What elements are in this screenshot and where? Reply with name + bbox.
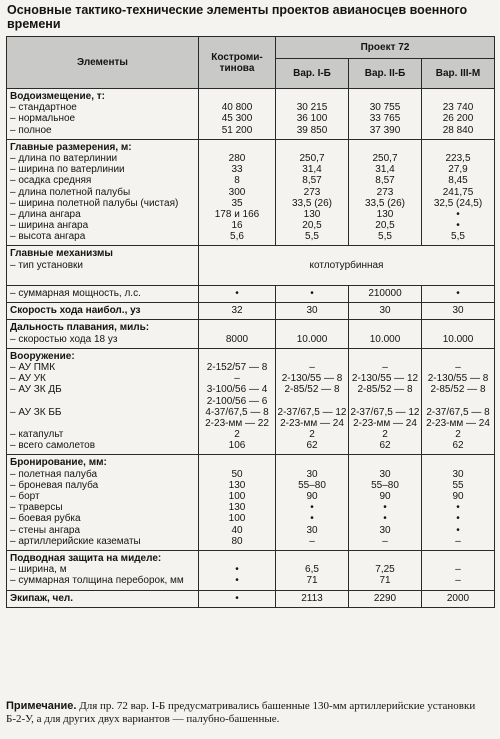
cell-a — [276, 89, 349, 140]
value-k: 16 — [231, 220, 243, 232]
value-k: 130 — [228, 502, 246, 514]
value-k: 40 800 — [221, 102, 253, 114]
value-k: 178 и 166 — [214, 208, 260, 220]
value-c: 26 200 — [442, 113, 474, 125]
row-label: – всего самолетов — [10, 440, 96, 452]
row-label: Экипаж, чел. — [10, 592, 74, 604]
value-k: 2-100/56 — 6 — [206, 395, 268, 407]
cell-c — [422, 89, 495, 140]
value-a — [276, 457, 348, 468]
value-a: 2 — [309, 429, 315, 441]
value-a: 90 — [306, 491, 318, 502]
value-k: 2-23-мм — 22 — [205, 417, 269, 429]
value-k — [199, 351, 275, 362]
value-a: 130 — [303, 208, 321, 220]
value-k — [199, 91, 275, 102]
row-label: – ширина полетной палубы (чистая) — [10, 197, 179, 209]
cell-c — [422, 320, 495, 348]
value-k — [199, 142, 275, 153]
value-c: 5,5 — [451, 231, 465, 243]
row-label: – артиллерийские казематы — [10, 535, 141, 547]
value-b: 8,57 — [375, 175, 395, 187]
row-label: – нормальное — [10, 113, 76, 125]
cell-c — [422, 286, 495, 303]
value-k: 2 — [234, 429, 240, 441]
table-row — [7, 348, 495, 455]
value-b: 30 — [379, 305, 391, 317]
value-a: 2-130/55 — 8 — [281, 373, 343, 385]
row-label: – суммарная толщина переборок, мм — [10, 575, 184, 587]
value-c: 241,75 — [442, 186, 474, 198]
value-c: 30 — [452, 305, 464, 317]
value-k: • — [235, 288, 239, 299]
value-a: 8,57 — [302, 175, 322, 187]
value-k: 130 — [228, 479, 246, 491]
value-c: – — [455, 361, 461, 373]
row-label: Бронирование, мм: — [10, 457, 107, 469]
value-a: 36 100 — [296, 113, 328, 125]
value-a: • — [310, 513, 314, 525]
cell-label — [7, 89, 199, 140]
cell-label — [7, 303, 199, 320]
value-k: 32 — [231, 305, 243, 317]
cell-k — [199, 320, 276, 348]
value-a: 6,5 — [305, 564, 319, 576]
value-c: 2000 — [446, 592, 470, 604]
table-row — [7, 139, 495, 246]
value-c: 223,5 — [445, 152, 471, 164]
table-title: Основные тактико-технические элементы проектов авианосцев военного времени — [7, 3, 468, 31]
header-variant-3m: Вар. III-М — [422, 59, 495, 89]
value-k: • — [235, 592, 239, 604]
value-k — [199, 322, 275, 333]
cell-a — [276, 320, 349, 348]
cell-c — [422, 590, 495, 607]
value-k: – — [234, 373, 240, 385]
cell-k — [199, 303, 276, 320]
row-label: – осадка средняя — [10, 175, 92, 187]
value-a: 33,5 (26) — [291, 197, 333, 209]
value-b: • — [383, 513, 387, 525]
cell-label — [7, 139, 199, 246]
value-a: 55–80 — [298, 479, 326, 491]
value-a: 2-85/52 — 8 — [284, 384, 340, 396]
cell-b — [349, 320, 422, 348]
value-empty — [199, 248, 494, 259]
value-a: 71 — [306, 575, 318, 587]
row-label — [7, 418, 198, 429]
footnote-label: Примечание. — [6, 700, 77, 712]
value-a: 2113 — [301, 592, 323, 604]
table-row — [7, 320, 495, 348]
cell-label — [7, 286, 199, 303]
value-a: 273 — [303, 186, 321, 198]
value-b: 31,4 — [375, 164, 395, 176]
table-row — [7, 89, 495, 140]
value-c: – — [455, 535, 461, 547]
value-k: 45 300 — [221, 113, 253, 125]
value-b: 2-37/67,5 — 12 — [350, 406, 420, 418]
cell-b — [349, 455, 422, 551]
cell-a — [276, 286, 349, 303]
cell-k — [199, 139, 276, 246]
cell-label — [7, 455, 199, 551]
value-b — [349, 457, 421, 468]
value-k: 2-152/57 — 8 — [206, 361, 268, 373]
value-c: 27,9 — [448, 164, 468, 176]
value-b: 2290 — [373, 592, 397, 604]
value-b: 62 — [379, 440, 391, 452]
header-elements: Элементы — [7, 37, 199, 89]
value-a: • — [310, 288, 314, 299]
cell-a — [276, 455, 349, 551]
table-row — [7, 286, 495, 303]
row-label: – ширина, м — [10, 564, 67, 576]
value-c: 28 840 — [442, 124, 474, 136]
row-label: – АУ УК — [10, 373, 46, 385]
value-a: 31,4 — [302, 164, 322, 176]
value-c: 2-130/55 — 8 — [427, 373, 489, 385]
value-c: 32,5 (24,5) — [433, 197, 483, 209]
cell-b — [349, 348, 422, 455]
value-c: 62 — [452, 440, 464, 452]
row-label: – полетная палуба — [10, 468, 98, 480]
value-c — [422, 396, 494, 407]
cell-k — [199, 348, 276, 455]
value-k: 51 200 — [221, 124, 253, 136]
value-b: 37 390 — [369, 124, 401, 136]
value-c: • — [456, 220, 460, 232]
value-b: • — [383, 502, 387, 514]
row-label: Главные механизмы — [10, 248, 113, 260]
header-variant-1b: Вар. I-Б — [276, 59, 349, 89]
value-k: 33 — [231, 164, 243, 176]
row-label: – АУ ЗК ДБ — [10, 384, 62, 396]
cell-c — [422, 348, 495, 455]
value-empty — [199, 271, 494, 282]
value-a: 39 850 — [296, 124, 328, 136]
value-a: 30 — [306, 524, 318, 536]
value-a: • — [310, 502, 314, 514]
value-c: • — [456, 502, 460, 514]
table-row — [7, 455, 495, 551]
cell-label — [7, 246, 199, 286]
row-label: – полное — [10, 124, 52, 136]
cell-a — [276, 303, 349, 320]
table-row — [7, 550, 495, 590]
table-row — [7, 590, 495, 607]
value-k: 3-100/56 — 4 — [206, 384, 268, 396]
table-row — [7, 303, 495, 320]
cell-b — [349, 286, 422, 303]
header-project-72: Проект 72 — [276, 37, 495, 59]
value-b: 30 — [379, 524, 391, 536]
row-label: – скоростью хода 18 уз — [10, 333, 118, 345]
value-b: 33 765 — [369, 113, 401, 125]
row-label: Скорость хода наибол., уз — [10, 305, 141, 317]
value-c: 2-23-мм — 24 — [426, 417, 490, 429]
row-label: Вооружение: — [10, 350, 75, 362]
header-variant-2b: Вар. II-Б — [349, 59, 422, 89]
value-b: – — [382, 535, 388, 547]
cell-c — [422, 139, 495, 246]
cell-label — [7, 550, 199, 590]
value-a: 2-23-мм — 24 — [280, 417, 344, 429]
value-c: 90 — [452, 491, 464, 502]
value-b: 71 — [379, 575, 391, 587]
row-label — [7, 396, 198, 407]
value-b: 2-85/52 — 8 — [357, 384, 413, 396]
value-b: 7,25 — [375, 564, 395, 576]
value-k: 80 — [231, 535, 243, 547]
value-b: 90 — [379, 491, 391, 502]
cell-b — [349, 303, 422, 320]
value-a: 30 — [306, 305, 318, 317]
value-k: 280 — [228, 152, 246, 164]
value-b: 33,5 (26) — [364, 197, 406, 209]
value-c: • — [456, 513, 460, 525]
value-a: 62 — [306, 440, 318, 452]
value-b: 273 — [376, 186, 394, 198]
row-label: – высота ангара — [10, 231, 86, 243]
value-b — [349, 396, 421, 407]
value-a: 2-37/67,5 — 12 — [277, 406, 347, 418]
value-k: 8000 — [225, 333, 249, 345]
value-a — [276, 553, 348, 564]
value-a — [276, 351, 348, 362]
cell-b — [349, 550, 422, 590]
value-b: 30 755 — [369, 102, 401, 114]
row-label: – АУ ЗК ББ — [10, 406, 62, 418]
row-label: – траверсы — [10, 502, 63, 514]
value-k: 40 — [231, 524, 243, 536]
value-k: 100 — [228, 491, 246, 502]
value-k: • — [235, 564, 239, 576]
value-c: • — [456, 208, 460, 220]
value-c: 2 — [455, 429, 461, 441]
value-a — [276, 322, 348, 333]
value-c — [422, 553, 494, 564]
row-label: – стены ангара — [10, 524, 81, 536]
value-k: 8 — [234, 175, 240, 187]
value-c: 2-85/52 — 8 — [430, 384, 486, 396]
value-b — [349, 322, 421, 333]
value-c — [422, 322, 494, 333]
value-c — [422, 351, 494, 362]
footnote-text: Для пр. 72 вар. I-Б предусматривались башенные 130-мм артиллерийские установки Б-2-У, а для других двух вариантов — палубно-башенные. — [6, 700, 476, 725]
value-c — [422, 142, 494, 153]
row-label: Дальность плавания, миль: — [10, 322, 150, 334]
value-k: 35 — [231, 197, 243, 209]
row-label: – тип установки — [10, 259, 83, 271]
value-c: 2-37/67,5 — 8 — [426, 406, 490, 418]
value-a: – — [309, 361, 315, 373]
table-row — [7, 246, 495, 286]
row-label: – ширина ангара — [10, 220, 89, 232]
value-b — [349, 553, 421, 564]
value-c: • — [456, 288, 460, 299]
value-c: – — [455, 564, 461, 576]
cell-a — [276, 550, 349, 590]
value-k: 100 — [228, 513, 246, 525]
value-b: 10.000 — [369, 333, 401, 345]
header-kostromitinova: Костроми- тинова — [199, 37, 276, 89]
value-b: 55–80 — [371, 479, 399, 491]
value-c — [422, 457, 494, 468]
value-b: 2-23-мм — 24 — [353, 417, 417, 429]
value-b: 30 — [379, 468, 391, 480]
row-label: – катапульт — [10, 429, 64, 441]
row-label: – броневая палуба — [10, 479, 99, 491]
value-k: 106 — [228, 440, 246, 452]
value-b: 20,5 — [375, 220, 395, 232]
value-a: 20,5 — [302, 220, 322, 232]
value-c: 8,45 — [448, 175, 468, 187]
cell-c — [422, 550, 495, 590]
value-b — [349, 351, 421, 362]
cell-k — [199, 89, 276, 140]
value-b: – — [382, 361, 388, 373]
row-label: – длина ангара — [10, 208, 81, 220]
value-b: 250,7 — [372, 152, 398, 164]
cell-k — [199, 550, 276, 590]
cell-label — [7, 320, 199, 348]
value-k — [199, 553, 275, 564]
value-k: 300 — [228, 186, 246, 198]
value-k — [199, 457, 275, 468]
cell-label — [7, 348, 199, 455]
value-b — [349, 142, 421, 153]
value-c: – — [455, 575, 461, 587]
cell-b — [349, 590, 422, 607]
value-c: • — [456, 524, 460, 536]
row-label: – длина полетной палубы — [10, 186, 131, 198]
row-label: Подводная защита на миделе: — [10, 552, 162, 564]
value-b: 5,5 — [378, 231, 392, 243]
value-k: 4-37/67,5 — 8 — [205, 406, 269, 418]
cell-a — [276, 590, 349, 607]
cell-label — [7, 590, 199, 607]
row-label: – борт — [10, 491, 40, 502]
row-label: Главные размерения, м: — [10, 141, 132, 153]
value-b: 2-130/55 — 12 — [351, 373, 419, 385]
value-a: – — [309, 535, 315, 547]
value-b: 210000 — [368, 288, 402, 299]
value-c: 10.000 — [442, 333, 474, 345]
row-label: – стандартное — [10, 102, 77, 114]
row-label — [7, 271, 198, 282]
cell-b — [349, 139, 422, 246]
value-a: 10.000 — [296, 333, 328, 345]
row-label: – суммарная мощность, л.с. — [10, 288, 141, 299]
row-label: – АУ ПМК — [10, 361, 56, 373]
value-b: 2 — [382, 429, 388, 441]
value-a — [276, 91, 348, 102]
row-label: – ширина по ватерлинии — [10, 164, 125, 176]
cell-k — [199, 286, 276, 303]
value-c: 55 — [452, 479, 464, 491]
cell-k — [199, 455, 276, 551]
footnote — [6, 700, 496, 726]
value-a — [276, 142, 348, 153]
specs-table — [6, 36, 495, 608]
cell-a — [276, 139, 349, 246]
value-b: 130 — [376, 208, 394, 220]
cell-merged-type — [199, 246, 495, 286]
value-a: 30 — [306, 468, 318, 480]
cell-b — [349, 89, 422, 140]
value-k: 5,6 — [230, 231, 244, 243]
value-b — [349, 91, 421, 102]
value-a — [276, 396, 348, 407]
cell-k — [199, 590, 276, 607]
value-k: 50 — [231, 468, 243, 480]
value-merged: котлотурбинная — [309, 259, 384, 271]
value-a: 5,5 — [305, 231, 319, 243]
value-k: • — [235, 575, 239, 587]
row-label: – боевая рубка — [10, 513, 81, 525]
cell-c — [422, 303, 495, 320]
value-a: 30 215 — [296, 102, 328, 114]
cell-a — [276, 348, 349, 455]
value-c: 30 — [452, 468, 464, 480]
row-label: – длина по ватерлинии — [10, 152, 118, 164]
value-c — [422, 91, 494, 102]
cell-c — [422, 455, 495, 551]
value-a: 250,7 — [299, 152, 325, 164]
value-c: 23 740 — [442, 102, 474, 114]
row-label: Водоизмещение, т: — [10, 91, 106, 102]
